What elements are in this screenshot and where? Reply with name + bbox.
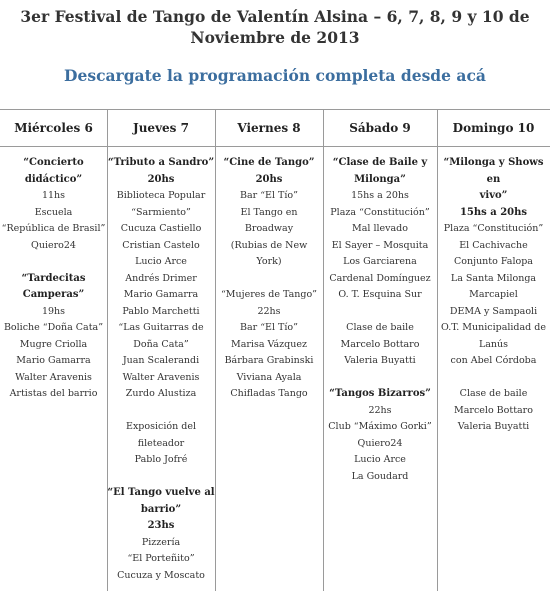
day-header: Domingo 10 [452,121,535,135]
event-time: 23hs [147,520,175,531]
spacer [107,403,215,420]
event-title: “Clase de Baile y [332,157,428,168]
event-line: Bar “El Tío” [239,190,298,201]
event-title: “Milonga y Shows en [443,157,544,185]
event-line: Escuela [34,206,73,218]
event-line: El Cachivache [459,239,528,251]
event-time: 15hs a 20hs [459,206,528,218]
event-title: didáctico” [24,173,83,185]
event-line: Doña Cata” [133,338,189,350]
event-line: Marisa Vázquez [230,338,307,350]
day-header: Miércoles 6 [14,121,93,135]
event-line: 11hs [41,190,66,201]
event-line: Marcapiel [469,289,518,300]
schedule-table [0,109,550,591]
page-title: 3er Festival de Tango de Valentín Alsina – 6, 7, 8, 9 y 10 de Noviembre de 2013 [20,7,530,47]
day-column [215,155,323,595]
event-title: “Tardecitas [21,272,86,284]
event-line: Andrés Drimer [125,272,197,284]
event-line: La Santa Milonga [450,272,537,284]
event-line: Pablo Jofré [134,454,188,465]
event-line: O. T. Esquina Sur [338,289,422,300]
event-line: Plaza “Constitución” [330,206,430,218]
event-line: Cardenal Domínguez [329,272,431,284]
event-line: Zurdo Alustiza [125,388,197,399]
schedule-header-row [0,109,550,147]
event-line: 22hs [368,404,392,416]
event-line: Pizzería [141,536,181,548]
spacer [215,271,323,288]
event-line: Los Garciarena [343,256,417,267]
day-column [323,155,437,595]
download-program-link[interactable]: Descargate la programación completa desde acá [64,66,486,85]
event-line: Biblioteca Popular [116,190,206,201]
event-line: Mario Gamarra [16,355,91,366]
event-line: “El Porteñito” [127,553,195,564]
event-title: barrio” [140,503,182,515]
spacer [323,304,437,321]
day-header: Sábado 9 [349,121,411,135]
event-line: Marcelo Bottaro [454,404,533,416]
event-line: Plaza “Constitución” [443,223,544,234]
event-title: Camperas” [22,289,85,300]
event-time: 20hs [147,173,175,185]
event-line: El Tango en [240,206,298,218]
event-line: con Abel Córdoba [450,355,537,366]
spacer [437,370,550,387]
day-column [437,155,550,595]
event-line: Clase de baile [346,322,414,333]
event-line: Cristian Castelo [122,239,200,251]
event-line: (Rubias de New [230,239,308,251]
event-line: Quiero24 [31,239,76,251]
event-line: Viviana Ayala [236,371,302,383]
event-line: 22hs [257,305,281,317]
event-title: “Cine de Tango” [223,157,315,168]
event-line: Chifladas Tango [230,388,308,399]
event-line: El Sayer – Mosquita [331,239,429,251]
event-line: York) [256,256,282,267]
event-line: Conjunto Falopa [454,256,533,267]
event-line: Mario Gamarra [123,289,199,300]
event-line: fileteador [137,437,185,449]
day-header: Jueves 7 [133,121,189,135]
spacer [0,254,107,271]
event-line: Lucio Arce [354,454,406,465]
event-line: “Sarmiento” [131,206,191,218]
day-header: Viernes 8 [237,121,301,135]
event-line: Pablo Marchetti [122,305,200,317]
event-line: Mugre Criolla [19,338,88,350]
event-title: “Tangos Bizarros” [329,388,431,399]
event-line: O.T. Municipalidad de [441,322,546,333]
day-column [107,155,215,595]
event-line: “Las Guitarras de [118,322,204,333]
event-line: Mal llevado [352,223,408,234]
event-line: Boliche “Doña Cata” [3,322,104,333]
event-line: Clase de baile [459,388,528,399]
event-line: Club “Máximo Gorki” [328,421,432,432]
event-title: “Tributo a Sandro” [107,157,215,168]
event-line: “Mujeres de Tango” [220,289,318,300]
event-line: DEMA y Sampaoli [449,305,538,317]
event-line: La Goudard [351,470,409,482]
event-line: Lucio Arce [135,256,187,267]
event-line: “República de Brasil” [1,223,106,234]
event-title: “Concierto [23,157,84,168]
event-title: vivo” [479,190,508,201]
event-line: Walter Aravenis [15,371,92,383]
event-line: Quiero24 [357,437,403,449]
event-line: Walter Aravenis [122,371,200,383]
event-title: Milonga” [354,173,406,185]
event-line: Bar “El Tío” [239,322,298,333]
event-line: Marcelo Bottaro [340,338,420,350]
event-line: Cucuza y Moscato [117,569,205,581]
event-line: 19hs [41,305,66,317]
event-line: Valeria Buyatti [344,355,416,366]
event-line: Exposición del [126,421,196,432]
event-line: 15hs a 20hs [351,190,409,201]
event-line: Lanús [478,338,509,350]
spacer [323,370,437,387]
event-line: Valeria Buyatti [457,421,530,432]
day-column [0,155,107,595]
event-line: Bárbara Grabinski [224,355,314,366]
event-line: Artistas del barrio [9,388,98,399]
event-line: Cucuza Castiello [120,223,202,234]
event-line: Broadway [244,223,294,234]
spacer [107,469,215,486]
event-time: 20hs [255,173,283,185]
event-title: “El Tango vuelve al [107,487,215,498]
event-line: Juan Scalerandi [122,355,200,366]
